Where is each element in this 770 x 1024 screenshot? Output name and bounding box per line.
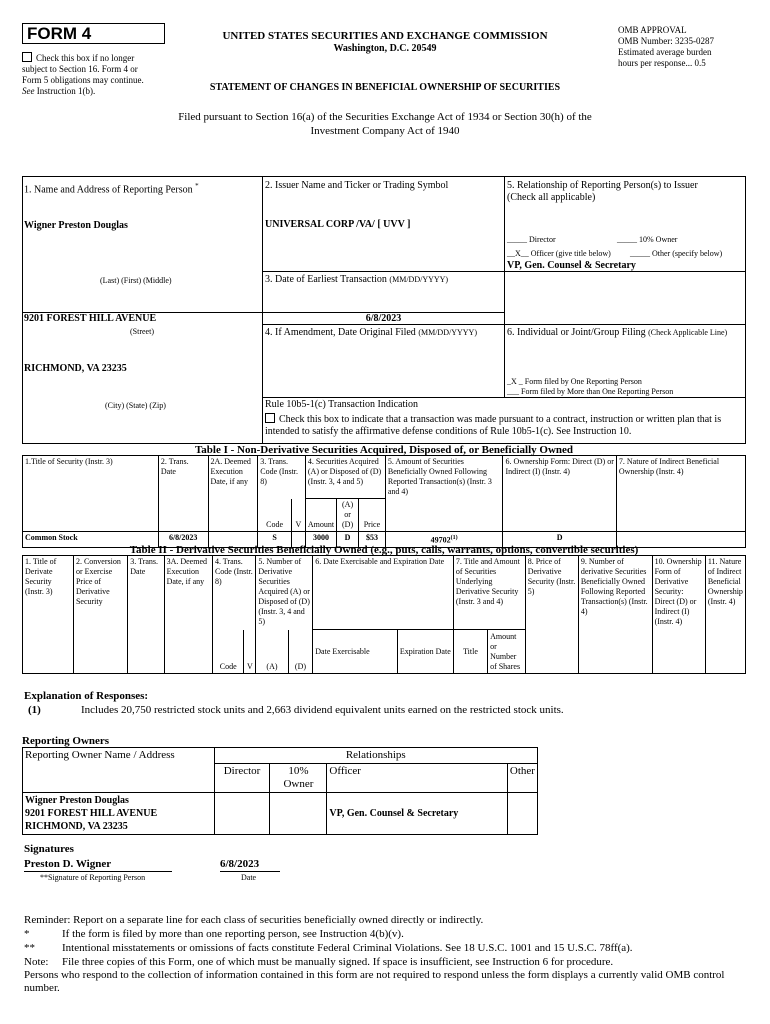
t2-sub-v: V [244,630,256,674]
signature-name: Preston D. Wigner [24,858,172,872]
explanation-note-number: (1) [28,704,41,716]
owners-col-other: Other [507,764,537,793]
reporting-person-label: 1. Name and Address of Reporting Person * [24,182,199,196]
t1-h-nature: 7. Nature of Indirect Beneficial Ownership (Instr. 4) [616,456,745,532]
t2-h-title: 1. Title of Derivate Security (Instr. 3) [23,556,74,674]
no-longer-subject-notice [22,52,157,97]
rule-10b5-checkbox[interactable] [265,413,275,423]
t1-row-aord: D [337,532,359,548]
see-text: See [22,86,35,96]
note-text: File three copies of this Form, one of which must be manually signed. If space is insufficient, see Instruction 6 for procedure. [62,956,614,968]
rel-officer: __X__ Officer (give title below) [507,249,611,258]
relationship-label: 5. Relationship of Reporting Person(s) to Issuer (Check all applicable) [507,180,698,203]
t2-h-underlying: 7. Title and Amount of Securities Underlying Derivative Security (Instr. 3 and 4) [453,556,525,630]
earliest-transaction-label: 3. Date of Earliest Transaction (MM/DD/YYYY) [265,274,449,285]
rel-director: _____ Director [507,235,556,244]
t2-sub-title: Title [453,630,487,674]
t1-sub-aord: (A) or (D) [337,499,359,532]
t1-h-title: 1.Title of Security (Instr. 3) [23,456,159,532]
t2-sub-expiration: Expiration Date [397,630,453,674]
t1-row-title: Common Stock [23,532,159,548]
explanation-heading: Explanation of Responses: [24,690,149,702]
t1-row-date: 6/8/2023 [158,532,208,548]
street-label: (Street) [130,327,154,336]
signature-label: **Signature of Reporting Person [40,873,146,882]
city-value: RICHMOND, VA 23235 [24,363,127,374]
owners-row-officer: VP, Gen. Counsel & Secretary [327,793,508,835]
rel-10pct-owner: _____ 10% Owner [617,235,678,244]
omb-heading: OMB APPROVAL [618,25,687,35]
rule-10b5-label: Rule 10b5-1(c) Transaction Indication [265,399,419,410]
t2-h-deemed: 3A. Deemed Execution Date, if any [164,556,212,674]
city-label: (City) (State) (Zip) [105,401,166,410]
omb-approval [618,25,763,69]
t2-h-owned: 9. Number of derivative Securities Beneficially Owned Following Reported Transaction(s) (Instr. 4) [578,556,652,674]
persons-notice: Persons who respond to the collection of information contained in this form are not required to respond unless the form displays a currently valid OMB control number. [24,969,725,994]
signature-date-label: Date [241,873,257,882]
note-label: Note: [24,956,49,968]
explanation-note-text: Includes 20,750 restricted stock units and 2,663 dividend equivalent units earned on the restricted stock units. [81,704,564,716]
reporting-person-name: Wigner Preston Douglas [24,220,128,231]
t2-h-code: 4. Trans. Code (Instr. 8) [212,556,255,630]
rel-officer-title: VP, Gen. Counsel & Secretary [507,260,636,271]
t1-row-code: S [258,532,292,548]
owners-row-name: Wigner Preston Douglas 9201 FOREST HILL AVENUE RICHMOND, VA 23235 [23,793,215,835]
table2-title: Table II - Derivative Securities Beneficially Owned (e.g., puts, calls, warrants, options, convertible securities) [129,544,639,556]
filed-pursuant-line2: Investment Company Act of 1940 [310,125,460,137]
agency-address: Washington, D.C. 20549 [333,43,437,54]
filed-pursuant-line1: Filed pursuant to Section 16(a) of the Securities Exchange Act of 1934 or Section 30(h) of the [178,111,592,123]
signature-date: 6/8/2023 [220,858,280,872]
t1-h-date: 2. Trans. Date [158,456,208,532]
t1-sub-price: Price [359,499,386,532]
t1-sub-code: Code [258,499,292,532]
t1-sub-amount: Amount [305,499,336,532]
issuer-value: UNIVERSAL CORP /VA/ [ UVV ] [265,219,411,230]
t2-h-form: 10. Ownership Form of Derivative Security: Direct (D) or Indirect (I) (Instr. 4) [652,556,705,674]
rel-other: _____ Other (specify below) [630,249,723,258]
table1-title: Table I - Non-Derivative Securities Acquired, Disposed of, or Beneficially Owned [194,444,574,456]
t1-sub-v: V [291,499,305,532]
t1-row-price: $53 [359,532,386,548]
omb-burden: Estimated average burden [618,47,712,57]
issuer-label: 2. Issuer Name and Ticker or Trading Symbol [265,180,449,191]
reminder-text: Reminder: Report on a separate line for each class of securities beneficially owned directly or indirectly. [24,914,484,926]
t2-h-price: 8. Price of Derivative Security (Instr. 5) [525,556,578,674]
t1-h-acquired: 4. Securities Acquired (A) or Disposed of (D) (Instr. 3, 4 and 5) [305,456,385,499]
t2-sub-a: (A) [256,630,288,674]
t2-sub-code: Code [212,630,243,674]
instruction-text: Instruction 1(b). [36,86,96,96]
t1-row-amount: 3000 [305,532,336,548]
owners-col-director: Director [214,764,270,793]
t2-h-nature: 11. Nature of Indirect Beneficial Ownership (Instr. 4) [705,556,745,674]
name-parts-label: (Last) (First) (Middle) [100,276,172,285]
signatures-heading: Signatures [24,843,74,855]
filing-type-label: 6. Individual or Joint/Group Filing (Check Applicable Line) [507,327,728,338]
no-longer-subject-checkbox[interactable] [22,52,32,62]
omb-hours: hours per response... 0.5 [618,58,706,68]
rule-10b5-text: Check this box to indicate that a transaction was made pursuant to a contract, instruction or written plan that is intended to satisfy the affirmative defense conditions of Rule 10b5-1(c). See Instruction 10. [265,414,722,437]
filing-one-person: _X _ Form filed by One Reporting Person [507,377,642,386]
t2-h-number: 5. Number of Derivative Securities Acquired (A) or Disposed of (D) (Instr. 3, 4 and 5) [256,556,313,630]
street-value: 9201 FOREST HILL AVENUE [24,313,157,324]
filing-more-persons: ___ Form filed by More than One Reporting Person [507,387,674,396]
t2-sub-d: (D) [288,630,313,674]
owners-col-name: Reporting Owner Name / Address [23,748,215,793]
t1-h-deemed: 2A. Deemed Execution Date, if any [208,456,258,532]
footnote-dstar-text: Intentional misstatements or omissions of facts constitute Federal Criminal Violations. See 18 U.S.C. 1001 and 15 U.S.C. 78ff(a). [62,942,633,954]
t2-sub-amount: Amount or Number of Shares [488,630,526,674]
agency-name: UNITED STATES SECURITIES AND EXCHANGE COMMISSION [222,30,548,42]
no-longer-subject-text: Check this box if no longer subject to Section 16. Form 4 or Form 5 obligations may continue. [22,53,144,85]
t1-row-owned: 49702$^{(1)}$ [385,532,503,548]
footnote-dstar-marker: ** [24,942,35,954]
owners-col-relationships: Relationships [214,748,537,764]
reporting-owners-heading: Reporting Owners [22,735,110,747]
table-row [23,793,538,835]
owners-col-officer: Officer [327,764,508,793]
t2-h-conversion: 2. Conversion or Exercise Price of Derivative Security [73,556,127,674]
t1-h-form: 6. Ownership Form: Direct (D) or Indirect (I) (Instr. 4) [503,456,616,532]
t2-sub-date-exercisable: Date Exercisable [313,630,398,674]
table1 [22,455,746,548]
t1-h-owned: 5. Amount of Securities Beneficially Owned Following Reported Transaction(s) (Instr. 3 and 4) [385,456,503,532]
owners-col-10pct: 10% Owner [270,764,327,793]
reporting-owners-table [22,747,538,835]
t2-h-date: 3. Trans. Date [128,556,164,674]
footnote-star-marker: * [24,928,30,940]
earliest-transaction-date: 6/8/2023 [365,313,402,324]
form-title: FORM 4 [22,23,165,44]
amendment-label: 4. If Amendment, Date Original Filed (MM/DD/YYYY) [265,327,477,338]
t1-h-code: 3. Trans. Code (Instr. 8) [258,456,306,499]
table2 [22,555,746,674]
statement-title: STATEMENT OF CHANGES IN BENEFICIAL OWNERSHIP OF SECURITIES [209,82,561,93]
t1-row-form: D [503,532,616,548]
footnote-star-text: If the form is filed by more than one reporting person, see Instruction 4(b)(v). [62,928,404,940]
t2-h-exercisable: 6. Date Exercisable and Expiration Date [313,556,454,630]
omb-number: OMB Number: 3235-0287 [618,36,714,46]
